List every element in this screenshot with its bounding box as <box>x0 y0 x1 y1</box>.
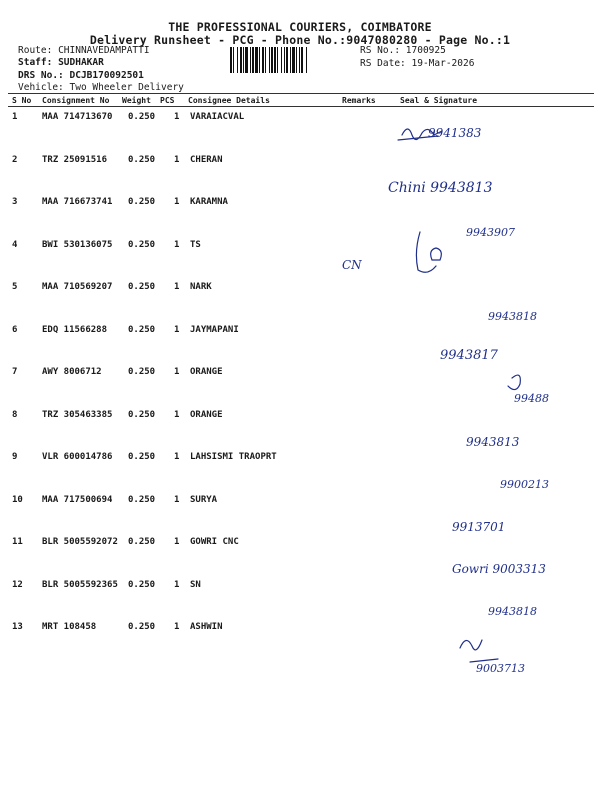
row-consignment-no: AWY 8006712 <box>42 367 102 377</box>
row-consignment-no: MAA 716673741 <box>42 197 113 207</box>
table-row <box>0 197 600 211</box>
barcode-bar <box>245 47 248 73</box>
row-consignee: ASHWIN <box>190 622 223 632</box>
row-sno: 6 <box>12 324 18 335</box>
barcode-bar <box>259 47 260 73</box>
table-row <box>0 622 600 636</box>
drs-line: DRS No.: DCJB170092501 <box>18 70 144 81</box>
table-row <box>0 580 600 594</box>
signature-11: 9943818 <box>488 605 537 618</box>
row-weight: 0.250 <box>128 367 156 377</box>
row-weight: 0.250 <box>128 239 156 250</box>
barcode-bar <box>286 47 288 73</box>
row-consignment-no: MAA 714713670 <box>42 112 113 122</box>
col-consignment-header: Consignment No <box>42 96 110 105</box>
row-pcs: 1 <box>174 282 180 292</box>
barcode-bar <box>237 47 238 73</box>
row-weight: 0.250 <box>128 112 156 122</box>
row-sno: 9 <box>12 452 18 462</box>
table-row <box>0 452 600 466</box>
row-weight: 0.250 <box>128 282 156 292</box>
row-pcs: 1 <box>174 622 180 632</box>
barcode-bar <box>262 47 264 73</box>
table-row <box>0 325 600 339</box>
row-sno: 8 <box>12 409 18 420</box>
row-consignee: LAHSISMI TRAOPRT <box>190 452 277 462</box>
signature-7: 9943813 <box>466 435 520 449</box>
row-consignee: GOWRI CNC <box>190 537 239 547</box>
row-consignment-no: MAA 710569207 <box>42 282 113 292</box>
row-pcs: 1 <box>174 112 180 122</box>
rs-no-line: RS No.: 1700925 <box>360 45 446 56</box>
row-pcs: 1 <box>174 197 180 207</box>
row-pcs: 1 <box>174 154 180 165</box>
barcode-bar <box>284 47 285 73</box>
barcode-bar <box>299 47 300 73</box>
row-weight: 0.250 <box>128 154 156 165</box>
document-subtitle: Delivery Runsheet - PCG - Phone No.:9047080280 - Page No.:1 <box>89 33 511 47</box>
row-weight: 0.250 <box>128 537 156 547</box>
col-remarks-header: Remarks <box>342 96 376 105</box>
row-weight: 0.250 <box>128 452 156 462</box>
row-sno: 1 <box>12 112 18 122</box>
row-sno: 11 <box>12 537 23 547</box>
row-sno: 5 <box>12 282 18 292</box>
route-line: Route: CHINNAVEDAMPATTI <box>18 45 150 56</box>
row-sno: 3 <box>12 197 18 207</box>
signature-1: 9941383 <box>428 126 482 140</box>
barcode-bar <box>265 47 266 73</box>
barcode-bar <box>274 47 276 73</box>
row-weight: 0.250 <box>128 324 156 335</box>
barcode-bar <box>277 47 278 73</box>
signature-2: Chini 9943813 <box>388 180 493 196</box>
row-consignment-no: MRT 108458 <box>42 622 97 632</box>
rs-no-value: 1700925 <box>405 45 446 56</box>
document-title: THE PROFESSIONAL COURIERS, COIMBATORE <box>168 20 432 34</box>
barcode-bar <box>255 47 258 73</box>
staff-line: Staff: SUDHAKAR <box>18 57 104 68</box>
barcode-bar <box>230 47 232 73</box>
signature-4: 9943818 <box>488 310 537 323</box>
col-seal-header: Seal & Signature <box>400 96 478 105</box>
row-consignment-no: EDQ 11566288 <box>42 324 108 335</box>
drs-value: DCJB170092501 <box>69 70 144 81</box>
table-row <box>0 367 600 381</box>
row-sno: 12 <box>12 579 23 590</box>
vehicle-value: Two Wheeler Delivery <box>69 82 184 93</box>
row-consignee: VARAIACVAL <box>190 112 245 122</box>
table-row <box>0 240 600 254</box>
row-pcs: 1 <box>174 409 180 420</box>
rs-date-line: RS Date: 19-Mar-2026 <box>360 58 475 69</box>
row-consignee: CHERAN <box>190 154 223 165</box>
staff-value: SUDHAKAR <box>58 57 104 68</box>
barcode-bar <box>292 47 295 73</box>
header-rule-bottom <box>8 106 594 107</box>
rs-date-value: 19-Mar-2026 <box>411 58 475 69</box>
row-pcs: 1 <box>174 239 180 250</box>
row-consignee: NARK <box>190 282 212 292</box>
header-rule-top <box>8 93 594 94</box>
row-sno: 7 <box>12 367 18 377</box>
row-pcs: 1 <box>174 452 180 462</box>
row-consignee: SN <box>190 579 201 590</box>
row-pcs: 1 <box>174 324 180 335</box>
row-sno: 10 <box>12 494 23 505</box>
barcode-bar <box>281 47 282 73</box>
signature-10: Gowri 9003313 <box>452 562 546 576</box>
row-consignee: TS <box>190 239 201 250</box>
col-pcs-header: PCS <box>160 96 175 105</box>
barcode-bar <box>269 47 270 73</box>
row-sno: 4 <box>12 239 18 250</box>
table-row <box>0 495 600 509</box>
row-weight: 0.250 <box>128 494 156 505</box>
barcode <box>230 47 356 73</box>
row-weight: 0.250 <box>128 197 156 207</box>
row-consignment-no: BLR 5005592072 <box>42 537 118 547</box>
row-consignment-no: TRZ 25091516 <box>42 154 108 165</box>
signature-8: 9900213 <box>500 478 549 491</box>
row-consignee: ORANGE <box>190 409 223 420</box>
signature-12: 9003713 <box>476 662 525 675</box>
signature-9: 9913701 <box>452 520 506 534</box>
barcode-bar <box>252 47 254 73</box>
table-row <box>0 410 600 424</box>
barcode-bar <box>301 47 303 73</box>
vehicle-line: Vehicle: Two Wheeler Delivery <box>18 82 184 93</box>
table-row <box>0 112 600 126</box>
barcode-bar <box>233 47 234 73</box>
row-sno: 2 <box>12 154 18 165</box>
row-weight: 0.250 <box>128 409 156 420</box>
row-consignment-no: VLR 600014786 <box>42 452 113 462</box>
row-consignee: JAYMAPANI <box>190 324 239 335</box>
remark-cn: CN <box>342 258 362 272</box>
table-row <box>0 537 600 551</box>
row-sno: 13 <box>12 622 23 632</box>
barcode-bar <box>243 47 244 73</box>
row-consignee: KARAMNA <box>190 197 228 207</box>
barcode-bar <box>296 47 297 73</box>
barcode-bar <box>271 47 273 73</box>
signature-3: 9943907 <box>466 226 515 239</box>
signature-5: 9943817 <box>440 348 498 363</box>
row-pcs: 1 <box>174 494 180 505</box>
table-row <box>0 282 600 296</box>
row-pcs: 1 <box>174 579 180 590</box>
col-consignee-header: Consignee Details <box>188 96 270 105</box>
barcode-bar <box>290 47 291 73</box>
table-row <box>0 155 600 169</box>
sig-scribble-8 <box>460 640 482 650</box>
barcode-bar <box>250 47 251 73</box>
barcode-bar <box>306 47 307 73</box>
row-consignment-no: MAA 717500694 <box>42 494 113 505</box>
route-value: CHINNAVEDAMPATTI <box>58 45 150 56</box>
col-sno-header: S No <box>12 96 32 105</box>
row-consignee: SURYA <box>190 494 218 505</box>
barcode-bar <box>240 47 242 73</box>
row-consignee: ORANGE <box>190 367 223 377</box>
row-weight: 0.250 <box>128 579 156 590</box>
row-consignment-no: TRZ 305463385 <box>42 409 113 420</box>
row-weight: 0.250 <box>128 622 156 632</box>
row-pcs: 1 <box>174 537 180 547</box>
row-pcs: 1 <box>174 367 180 377</box>
row-consignment-no: BLR 5005592365 <box>42 579 118 590</box>
col-weight-header: Weight <box>122 96 151 105</box>
signature-6: 99488 <box>514 392 549 405</box>
row-consignment-no: BWI 530136075 <box>42 239 113 250</box>
